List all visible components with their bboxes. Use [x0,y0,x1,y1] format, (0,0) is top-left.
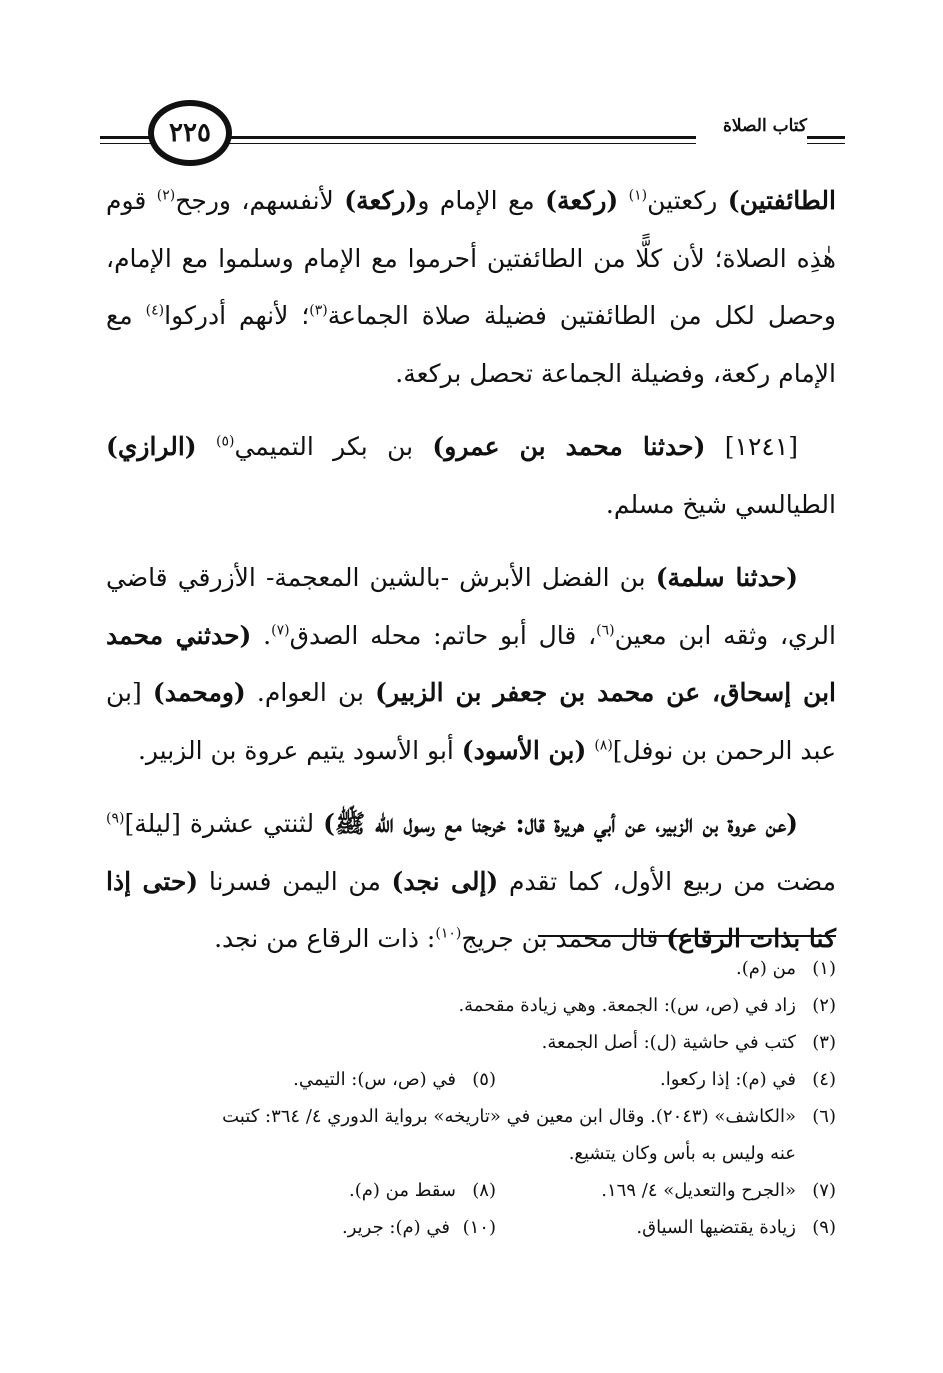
footnote-text: زيادة يقتضيها السياق. [636,1217,796,1238]
bold-phrase: (بن الأسود) [461,735,587,765]
text-run: مع الإمام و [417,186,546,215]
footnote-text: زاد في (ص، س): الجمعة. وهي زيادة مقحمة. [458,995,796,1016]
footnote-ref: (٤) [145,302,165,319]
text-run: . [251,620,272,650]
text-run: مضت من ربيع الأول، كما تقدم [498,866,836,896]
bold-phrase: (حدثنا سلمة) [655,563,798,592]
header-rule-right-thin [807,143,845,144]
bold-phrase: (ركعة) [545,186,619,215]
footnote-text: «الكاشف» (٢٠٤٣). وقال ابن معين في «تاريخه» برواية الدوري ٤/ ٣٦٤: كتبت [222,1106,796,1127]
footnotes [106,950,836,1246]
footnote-number: (٢) [812,995,836,1016]
footnote-6-continuation: عنه وليس به بأس وكان يتشيع. [568,1143,796,1164]
footnote-1 [106,950,836,987]
bold-phrase: (الرازي) [106,432,197,461]
footnote-text: كتب في حاشية (ل): أصل الجمعة. [541,1032,796,1053]
main-text [106,172,836,968]
text-run: الطيالسي شيخ مسلم. [605,489,836,519]
footnote-number: (٥) [472,1069,496,1090]
text-run: ، قال أبو حاتم: محله الصدق [289,620,597,650]
paragraph-4 [106,795,836,968]
footnote-6 [106,1098,836,1135]
text-run: بن العوام. [245,678,376,707]
header-rule-middle-thin [220,143,696,144]
footnote-text: في (م): جرير. [341,1217,450,1238]
hadith-number: [١٢٤١] [705,432,799,461]
text-run: قوم هٰذِه الصلاة؛ لأن كلًّا من الطائفتين أحرموا مع الإمام وسلموا مع الإمام، وحصل لكل من الطائفتين فضيلة صلاة الجماعة [106,186,836,330]
footnote-ref: (٣) [309,302,328,319]
footnote-text: «الجرح والتعديل» ٤/ ١٦٩. [601,1180,796,1201]
footnote-ref: (٦) [596,622,615,639]
bold-phrase: (عن عروة بن الزبير، عن أبي هريرة قال: خرجنا مع رسول الله ﷺ) [323,809,798,838]
text-run: لأنفسهم، ورجح [175,186,345,215]
footnote-separator [538,935,836,937]
text-run: قال محمد بن جريج [461,924,667,953]
text-run: [بن عبد الرحمن بن نوفل] [106,678,836,765]
text-run: أبو الأسود يتيم عروة بن الزبير. [137,735,462,765]
header-rule-middle [220,136,696,139]
text-run: بن بكر التميمي [234,432,433,461]
footnote-3 [106,1024,836,1061]
footnote-ref: (٧) [271,622,290,639]
footnote-ref: (٥) [215,433,235,450]
header-rule-right [807,136,845,139]
footnote-text: من (م). [736,958,796,979]
footnote-ref: (٩) [106,810,125,827]
page-number-badge [148,100,232,166]
bold-phrase: (حتى إذا كنا بذات الرقاع) [106,866,836,953]
footnote-ref: (١٠) [435,925,462,942]
footnote-2 [106,987,836,1024]
bold-phrase: (إلى نجد) [391,866,499,896]
footnote-number: (٨) [472,1180,496,1201]
footnote-number: (٩) [812,1217,836,1238]
footnote-4-5 [106,1061,836,1098]
footnote-ref: (٢) [156,187,176,204]
footnote-9-10 [106,1209,836,1246]
page-header [100,92,845,174]
text-run: بن الفضل الأبرش -بالشين المعجمة- الأزرقي قاضي الري، وثقه ابن معين [106,563,836,650]
footnote-ref: (١) [628,187,648,204]
bold-phrase: (حدثني محمد ابن إسحاق، عن محمد بن جعفر بن الزبير) [106,620,836,707]
text-run: : ذات الرقاع من نجد. [214,924,436,953]
footnote-number: (١٠) [462,1217,496,1238]
page-number: ٢٢٥ [169,118,211,148]
footnote-7-8 [106,1172,836,1209]
footnote-text: في (ص، س): التيمي. [293,1069,456,1090]
footnote-number: (٦) [812,1106,836,1127]
text-run: لثنتي عشرة [ليلة] [124,809,324,838]
bold-phrase: (حدثنا محمد بن عمرو) [432,432,706,461]
text-run: ؛ لأنهم أدركوا [164,301,310,330]
footnote-text: سقط من (م). [349,1180,456,1201]
text-run [618,186,628,215]
bold-phrase: (ركعة) [344,186,418,215]
footnote-number: (٤) [812,1069,836,1090]
footnote-text: في (م): إذا ركعوا. [659,1069,796,1090]
running-title: كتاب الصلاة [722,116,807,136]
paragraph-1241 [106,418,836,533]
footnote-number: (٧) [812,1180,836,1201]
text-run [197,432,216,461]
bold-phrase: (ومحمد) [152,678,246,707]
paragraph-1 [106,172,836,402]
text-run: ركعتين [647,186,728,215]
text-run: من اليمن فسرنا [198,866,392,896]
paragraph-3 [106,549,836,779]
footnote-number: (١) [812,958,836,979]
bold-phrase: الطائفتين) [727,186,836,215]
footnote-number: (٣) [812,1032,836,1053]
footnote-ref: (٨) [594,737,613,754]
text-run: مع الإمام ركعة، وفضيلة الجماعة تحصل بركعة. [106,301,836,388]
